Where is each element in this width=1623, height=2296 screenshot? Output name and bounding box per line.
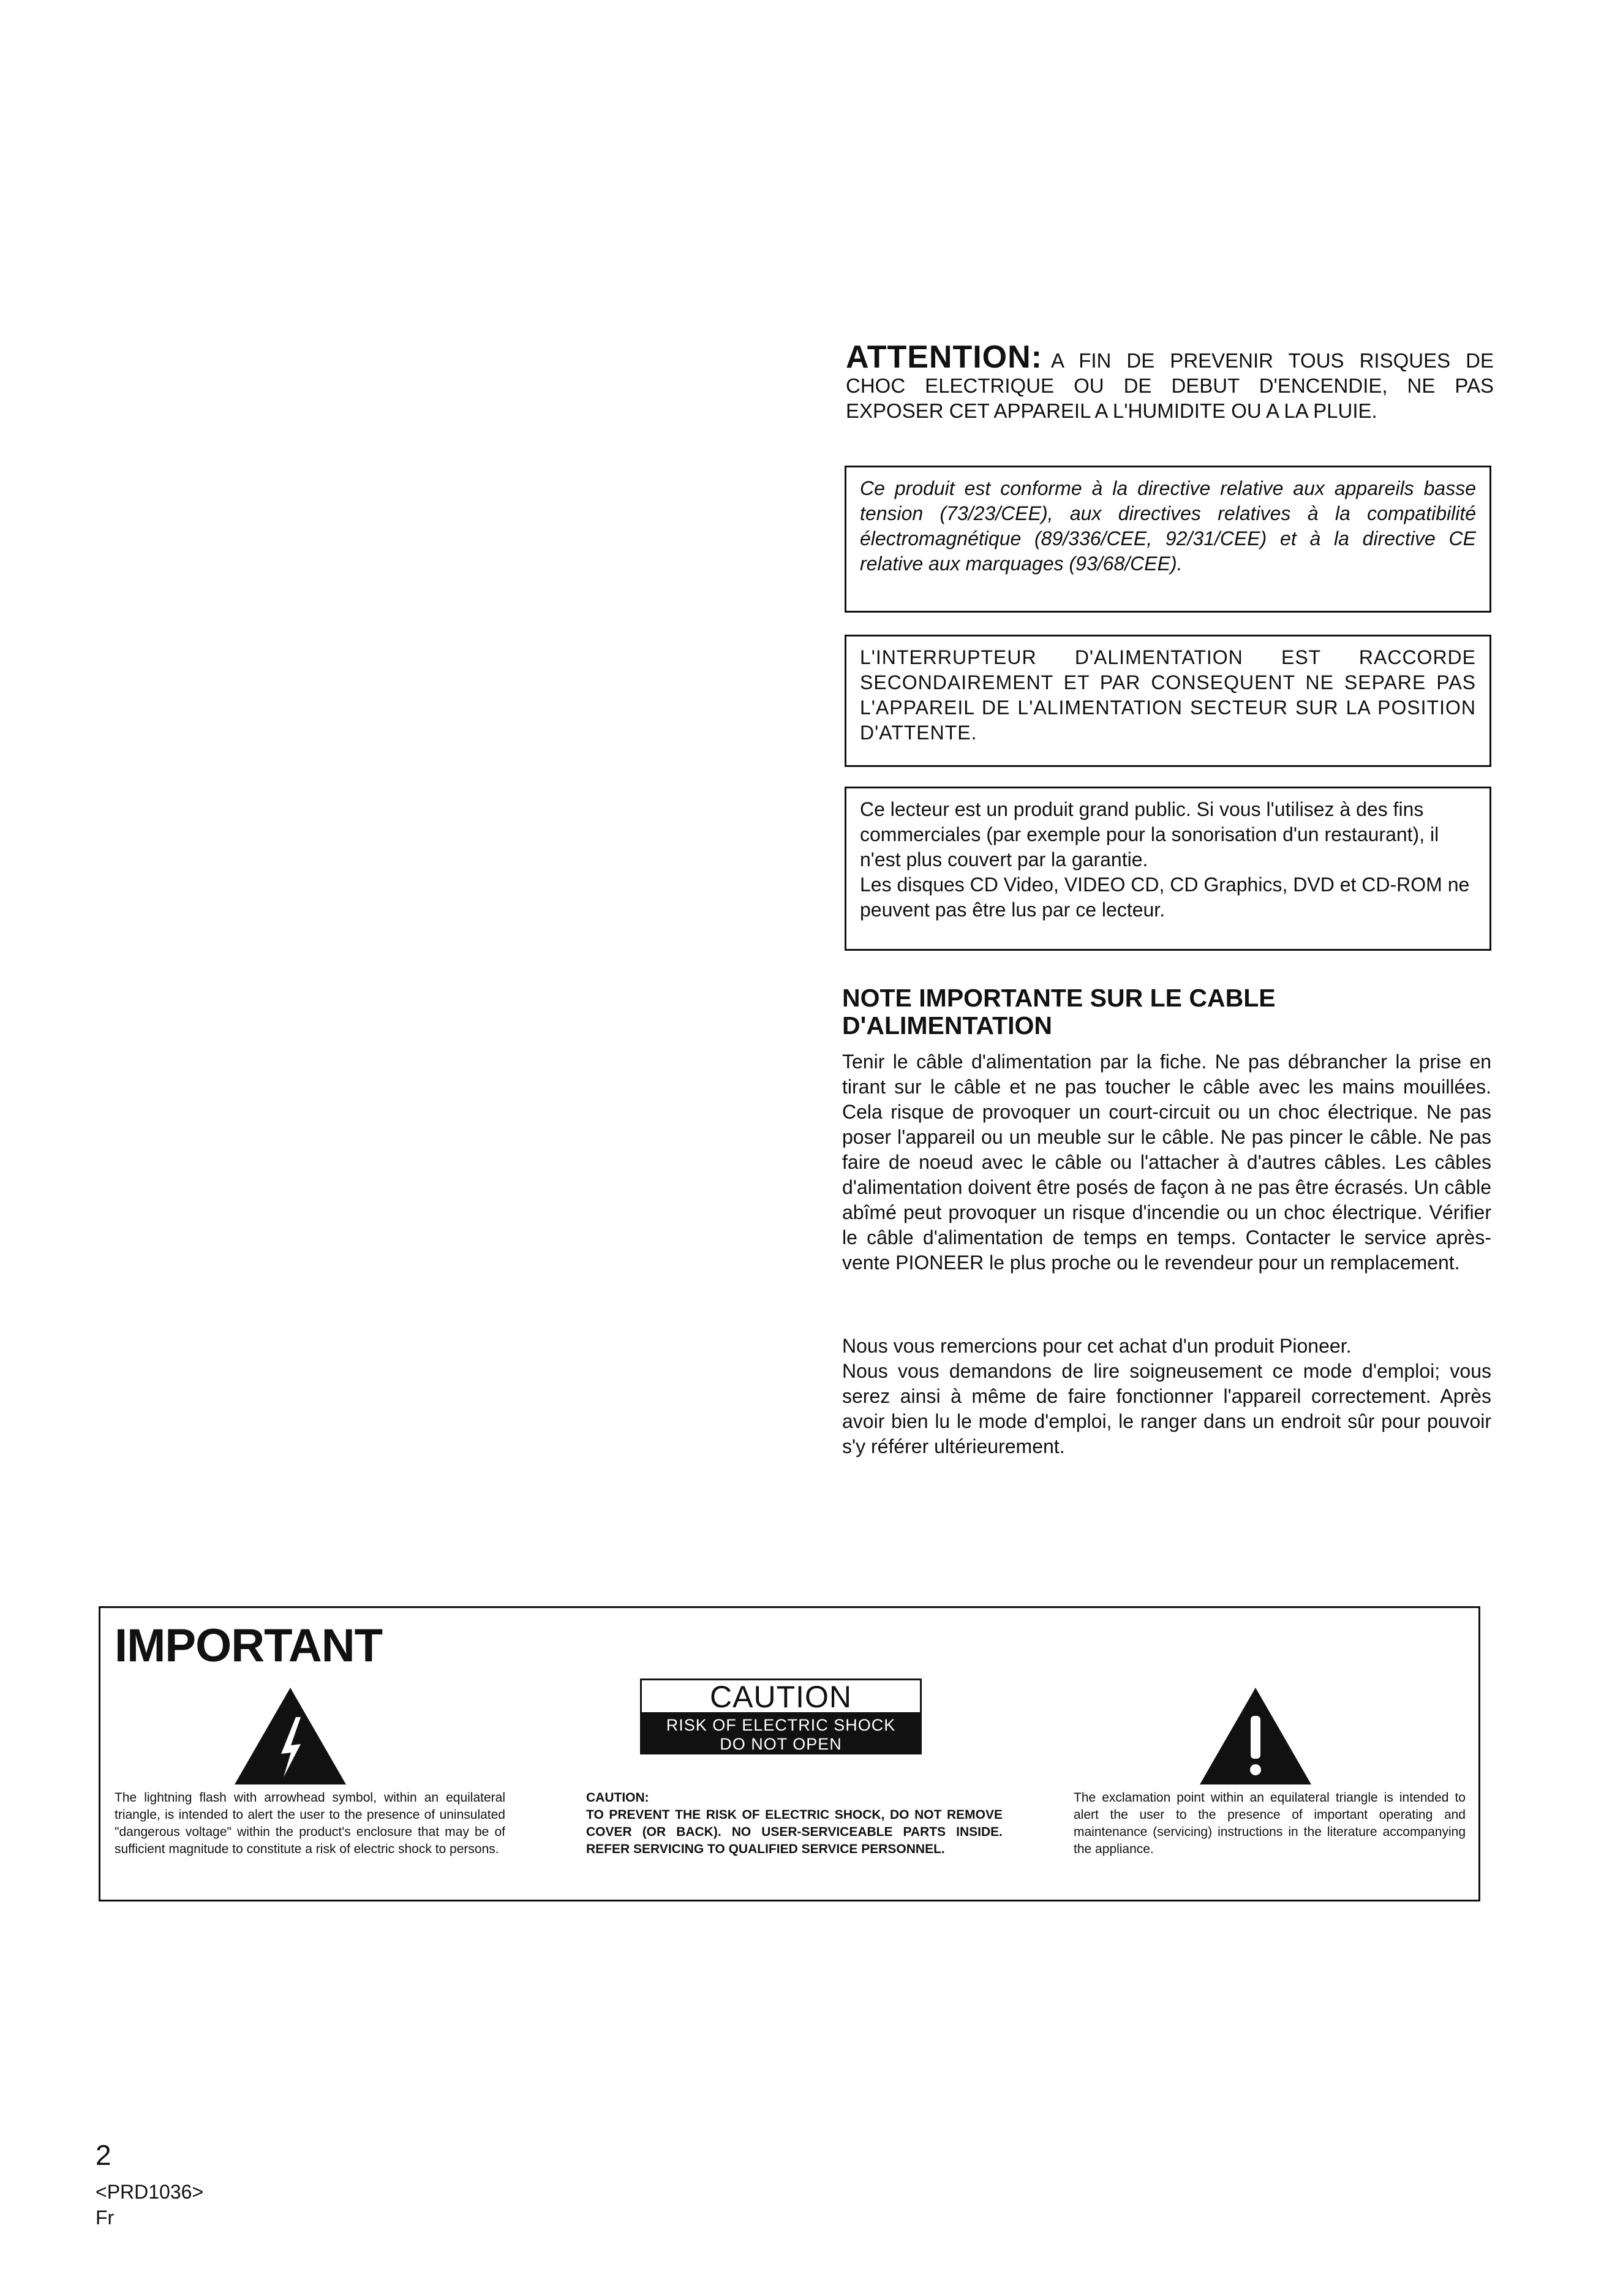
important-safety-panel bbox=[99, 1606, 1480, 1901]
thanks-paragraph bbox=[842, 1334, 1491, 1459]
attention-heading: ATTENTION: bbox=[846, 339, 1042, 375]
caution-label-line2: DO NOT OPEN bbox=[720, 1735, 842, 1753]
power-cable-note-body: Tenir le câble d'alimentation par la fiche. Ne pas débrancher la prise en tirant sur le câble et ne pas toucher le câble avec les mains mouillées. Cela risque de provoquer un court-circuit ou un choc électrique. Ne pas poser l'appareil ou un meuble sur le câble. Ne pas pincer le câble. Ne pas faire de noeud avec le câble ou l'attacher à d'autres câbles. Les câbles d'alimentation doivent être posés de façon à ne pas être écrasés. Un câble abîmé peut provoquer un risque d'incendie ou un choc électrique. Vérifier le câble d'alimentation de temps en temps. Contacter le service après-vente PIONEER le plus proche ou le revendeur pour un remplacement. bbox=[842, 1051, 1491, 1274]
read-manual-line: Nous vous demandons de lire soigneusement ce mode d'emploi; vous serez ainsi à même de faire fonctionner l'appareil correctement. Après avoir bien lu le mode d'emploi, le ranger dans un endroit sûr pour pouvoir s'y référer ultérieurement. bbox=[842, 1360, 1491, 1457]
thanks-line: Nous vous remercions pour cet achat d'un produit Pioneer. bbox=[842, 1335, 1352, 1357]
unsupported-discs-text: Les disques CD Video, VIDEO CD, CD Graphics, DVD et CD-ROM ne peuvent pas être lus par ce lecteur. bbox=[860, 874, 1470, 921]
power-switch-notice: L'INTERRUPTEUR D'ALIMENTATION EST RACCORDE SECONDAIREMENT ET PAR CONSEQUENT NE SEPARE PAS L'APPAREIL DE L'ALIMENTATION SECTEUR SUR LA POSITION D'ATTENTE. bbox=[845, 635, 1491, 767]
caution-label-title: CAUTION bbox=[640, 1679, 922, 1714]
language-code: Fr bbox=[96, 2207, 115, 2229]
exclamation-warning-triangle-icon bbox=[1197, 1685, 1314, 1787]
caution-heading: CAUTION: bbox=[586, 1791, 649, 1805]
caution-label-line1: RISK OF ELECTRIC SHOCK bbox=[666, 1716, 896, 1734]
consumer-use-notice bbox=[845, 787, 1491, 951]
caution-statement bbox=[586, 1789, 1003, 1858]
lightning-warning-triangle-icon bbox=[232, 1685, 348, 1787]
attention-text: A FIN DE PREVENIR TOUS RISQUES DE CHOC ELECTRIQUE OU DE DEBUT D'ENCENDIE, NE PAS EXPOSER CET APPAREIL A L'HUMIDITE OU A LA PLUIE. bbox=[846, 349, 1494, 422]
caution-body: TO PREVENT THE RISK OF ELECTRIC SHOCK, DO NOT REMOVE COVER (OR BACK). NO USER-SERVICEABLE PARTS INSIDE. REFER SERVICING TO QUALIFIED SERVICE PERSONNEL. bbox=[586, 1808, 1003, 1856]
important-title: IMPORTANT bbox=[115, 1620, 383, 1672]
caution-label bbox=[640, 1679, 922, 1756]
page-number: 2 bbox=[96, 2139, 111, 2171]
caution-label-warning bbox=[640, 1714, 922, 1754]
consumer-warranty-text: Ce lecteur est un produit grand public. Si vous l'utilisez à des fins commerciales (par exemple pour la sonorisation d'un restaurant), il n'est plus couvert par la garantie. bbox=[860, 798, 1439, 870]
power-cable-note-title: NOTE IMPORTANTE SUR LE CABLE D'ALIMENTATION bbox=[842, 984, 1276, 1040]
model-code: <PRD1036> bbox=[96, 2181, 204, 2203]
lightning-symbol-explanation: The lightning flash with arrowhead symbol, within an equilateral triangle, is intended to alert the user to the presence of uninsulated "dangerous voltage" within the product's enclosure that may be of sufficient magnitude to constitute a risk of electric shock to persons. bbox=[115, 1791, 505, 1856]
attention-notice bbox=[846, 339, 1494, 423]
exclamation-symbol-explanation: The exclamation point within an equilateral triangle is intended to alert the user to the presence of important operating and maintenance (servicing) instructions in the literature accompanying the appliance. bbox=[1074, 1791, 1466, 1856]
ce-compliance-notice: Ce produit est conforme à la directive relative aux appareils basse tension (73/23/CEE), aux directives relatives à la compatibilité électromagnétique (89/336/CEE, 92/31/CEE) et à la directive CE relative aux marquages (93/68/CEE). bbox=[845, 466, 1491, 613]
